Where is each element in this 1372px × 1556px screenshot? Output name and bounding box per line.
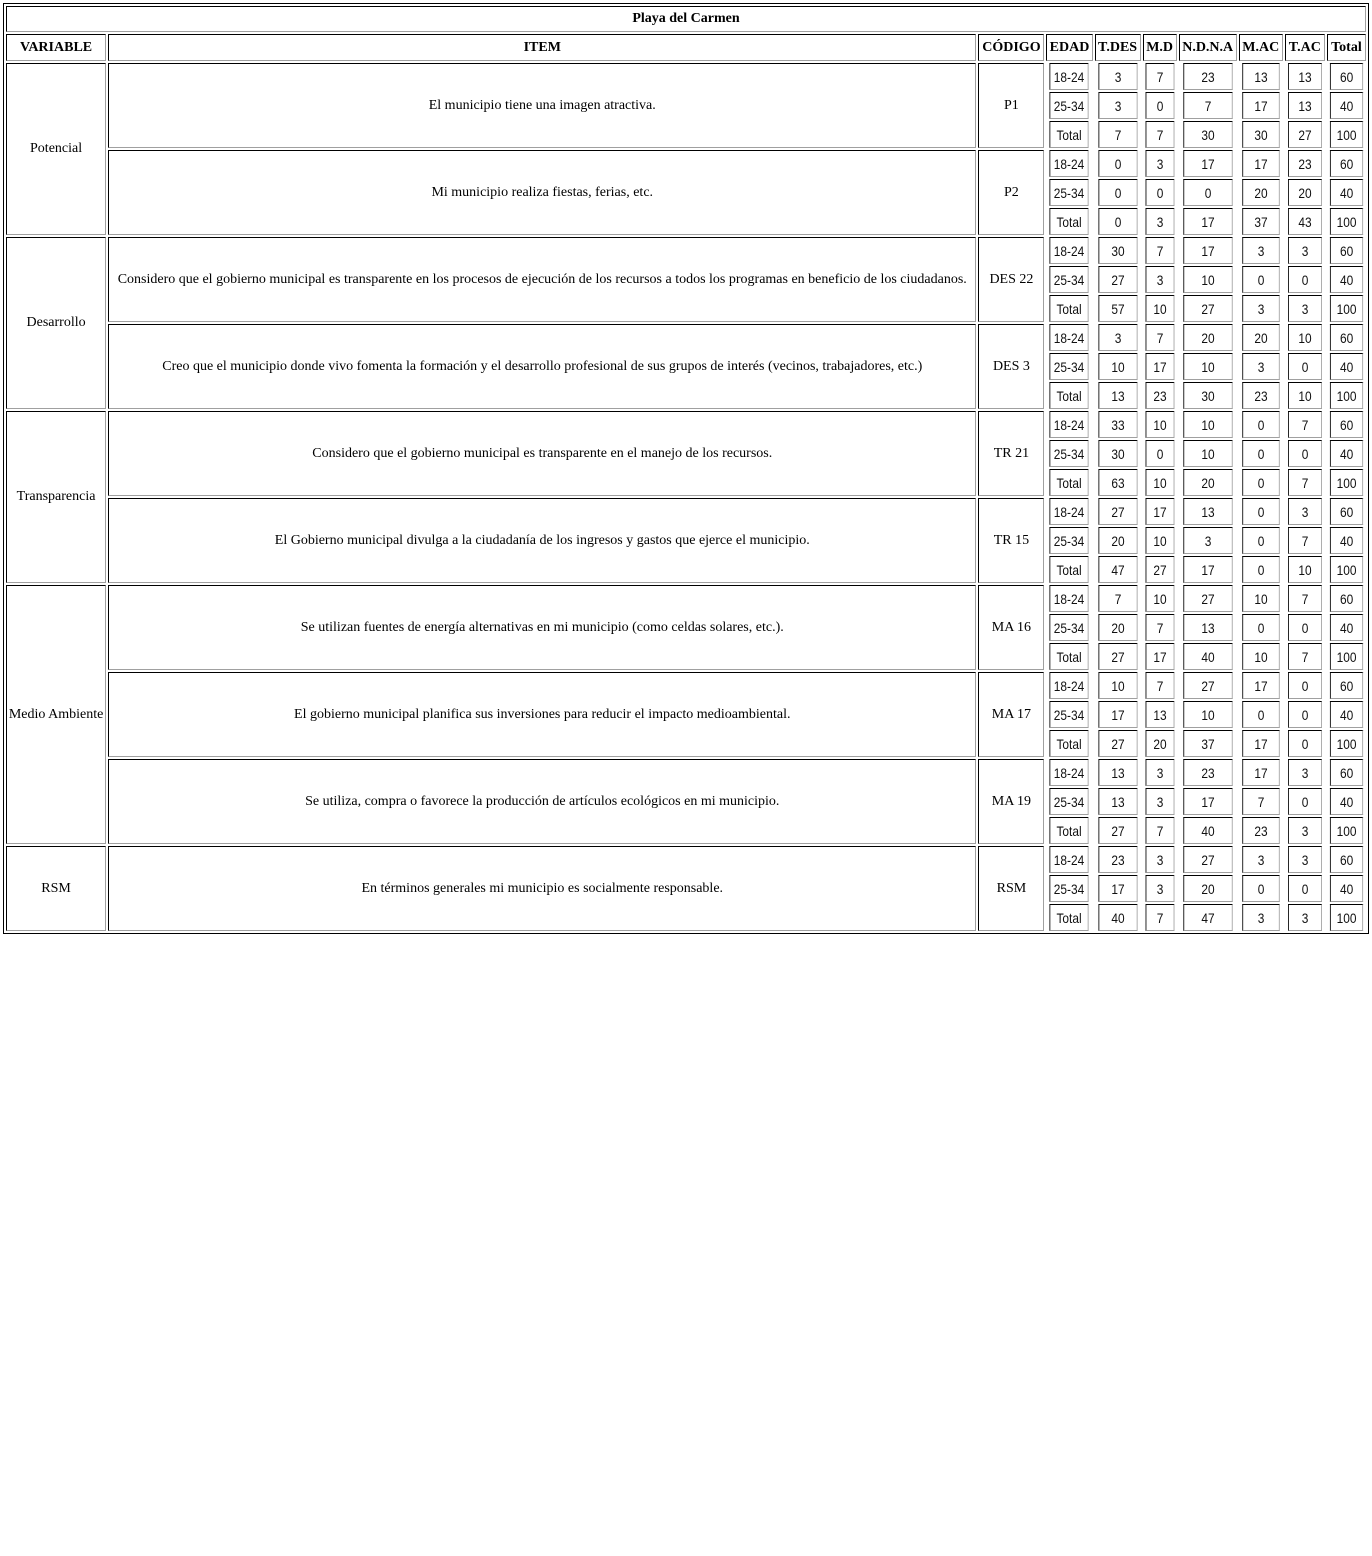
md-cell: 17 [1145,498,1174,525]
tdes-cell: 0 [1098,208,1137,235]
item-cell: Considero que el gobierno municipal es transparente en el manejo de los recursos. [108,411,976,496]
item-cell: En términos generales mi municipio es socialmente responsable. [108,846,976,931]
edad-cell: Total [1050,469,1089,496]
total-cell: 40 [1330,701,1363,728]
md-cell: 27 [1145,556,1174,583]
ndna-cell: 10 [1183,440,1232,467]
tdes-cell: 17 [1098,875,1137,902]
code-cell: MA 16 [978,585,1044,670]
tac-cell: 3 [1288,817,1322,844]
table-row [6,150,1366,177]
ndna-cell: 17 [1183,208,1232,235]
code-cell: P2 [978,150,1044,235]
mac-cell: 3 [1242,295,1279,322]
mac-cell: 0 [1242,411,1279,438]
title-row [6,6,1366,32]
edad-cell: 18-24 [1050,237,1089,264]
tdes-cell: 13 [1098,759,1137,786]
tac-cell: 7 [1288,643,1322,670]
total-cell: 60 [1330,411,1363,438]
md-cell: 23 [1145,382,1174,409]
edad-cell: 18-24 [1050,672,1089,699]
md-cell: 3 [1145,150,1174,177]
total-cell: 60 [1330,324,1363,351]
md-cell: 7 [1145,237,1174,264]
header-edad: EDAD [1046,34,1092,61]
md-cell: 3 [1145,266,1174,293]
ndna-cell: 7 [1183,92,1232,119]
ndna-cell: 40 [1183,643,1232,670]
tac-cell: 0 [1288,730,1322,757]
total-cell: 100 [1330,817,1363,844]
table-row [6,411,1366,438]
edad-cell: 18-24 [1050,324,1089,351]
table-row [6,324,1366,351]
tac-cell: 0 [1288,672,1322,699]
md-cell: 3 [1145,759,1174,786]
mac-cell: 13 [1242,63,1279,90]
total-cell: 40 [1330,875,1363,902]
variable-cell: Medio Ambiente [6,585,106,844]
tac-cell: 3 [1288,759,1322,786]
tac-cell: 13 [1288,92,1322,119]
header-mac: M.AC [1239,34,1283,61]
tac-cell: 3 [1288,846,1322,873]
mac-cell: 17 [1242,730,1279,757]
ndna-cell: 10 [1183,266,1232,293]
tac-cell: 13 [1288,63,1322,90]
total-cell: 60 [1330,672,1363,699]
md-cell: 7 [1145,121,1174,148]
item-cell: Mi municipio realiza fiestas, ferias, etc. [108,150,976,235]
tac-cell: 43 [1288,208,1322,235]
tac-cell: 3 [1288,295,1322,322]
tdes-cell: 27 [1098,643,1137,670]
md-cell: 0 [1145,440,1174,467]
edad-cell: 25-34 [1050,92,1089,119]
mac-cell: 3 [1242,237,1279,264]
item-cell: Considero que el gobierno municipal es transparente en los procesos de ejecución de los recursos a todos los programas en beneficio de los ciudadanos. [108,237,976,322]
ndna-cell: 37 [1183,730,1232,757]
tac-cell: 3 [1288,904,1322,931]
mac-cell: 0 [1242,875,1279,902]
edad-cell: 25-34 [1050,614,1089,641]
edad-cell: 18-24 [1050,150,1089,177]
edad-cell: Total [1050,382,1089,409]
edad-cell: 18-24 [1050,846,1089,873]
variable-cell: RSM [6,846,106,931]
ndna-cell: 3 [1183,527,1232,554]
tac-cell: 23 [1288,150,1322,177]
mac-cell: 30 [1242,121,1279,148]
mac-cell: 7 [1242,788,1279,815]
mac-cell: 0 [1242,556,1279,583]
edad-cell: 18-24 [1050,585,1089,612]
tdes-cell: 7 [1098,585,1137,612]
table-title: Playa del Carmen [6,6,1366,32]
edad-cell: 18-24 [1050,759,1089,786]
tdes-cell: 20 [1098,527,1137,554]
total-cell: 100 [1330,556,1363,583]
total-cell: 40 [1330,179,1363,206]
tac-cell: 0 [1288,440,1322,467]
ndna-cell: 17 [1183,150,1232,177]
md-cell: 7 [1145,672,1174,699]
mac-cell: 10 [1242,585,1279,612]
total-cell: 60 [1330,846,1363,873]
tdes-cell: 27 [1098,498,1137,525]
md-cell: 17 [1145,643,1174,670]
ndna-cell: 20 [1183,875,1232,902]
edad-cell: Total [1050,295,1089,322]
mac-cell: 0 [1242,614,1279,641]
results-table [3,3,1369,934]
tdes-cell: 47 [1098,556,1137,583]
md-cell: 0 [1145,92,1174,119]
code-cell: MA 19 [978,759,1044,844]
edad-cell: 25-34 [1050,527,1089,554]
ndna-cell: 0 [1183,179,1232,206]
ndna-cell: 40 [1183,817,1232,844]
md-cell: 7 [1145,904,1174,931]
header-tdes: T.DES [1095,34,1141,61]
tac-cell: 0 [1288,614,1322,641]
item-cell: Creo que el municipio donde vivo fomenta la formación y el desarrollo profesional de sus grupos de interés (vecinos, trabajadores, etc.) [108,324,976,409]
md-cell: 7 [1145,817,1174,844]
total-cell: 60 [1330,498,1363,525]
mac-cell: 23 [1242,817,1279,844]
tac-cell: 10 [1288,556,1322,583]
tdes-cell: 33 [1098,411,1137,438]
total-cell: 100 [1330,469,1363,496]
tac-cell: 0 [1288,701,1322,728]
total-cell: 100 [1330,904,1363,931]
header-codigo: CÓDIGO [978,34,1044,61]
code-cell: RSM [978,846,1044,931]
ndna-cell: 20 [1183,324,1232,351]
item-cell: El gobierno municipal planifica sus inversiones para reducir el impacto medioambiental. [108,672,976,757]
md-cell: 10 [1145,469,1174,496]
table-row [6,498,1366,525]
ndna-cell: 47 [1183,904,1232,931]
md-cell: 10 [1145,295,1174,322]
ndna-cell: 27 [1183,846,1232,873]
tac-cell: 0 [1288,266,1322,293]
table-row [6,63,1366,90]
ndna-cell: 17 [1183,788,1232,815]
tdes-cell: 13 [1098,382,1137,409]
edad-cell: 18-24 [1050,498,1089,525]
mac-cell: 20 [1242,324,1279,351]
mac-cell: 23 [1242,382,1279,409]
total-cell: 40 [1330,353,1363,380]
edad-cell: 25-34 [1050,353,1089,380]
total-cell: 60 [1330,237,1363,264]
total-cell: 60 [1330,759,1363,786]
tac-cell: 7 [1288,585,1322,612]
md-cell: 3 [1145,208,1174,235]
edad-cell: Total [1050,730,1089,757]
edad-cell: Total [1050,556,1089,583]
mac-cell: 20 [1242,179,1279,206]
ndna-cell: 10 [1183,353,1232,380]
code-cell: MA 17 [978,672,1044,757]
code-cell: DES 3 [978,324,1044,409]
variable-cell: Transparencia [6,411,106,583]
md-cell: 3 [1145,788,1174,815]
tdes-cell: 10 [1098,672,1137,699]
md-cell: 13 [1145,701,1174,728]
tac-cell: 7 [1288,527,1322,554]
mac-cell: 17 [1242,672,1279,699]
tdes-cell: 13 [1098,788,1137,815]
tdes-cell: 27 [1098,817,1137,844]
md-cell: 7 [1145,614,1174,641]
mac-cell: 3 [1242,904,1279,931]
mac-cell: 3 [1242,353,1279,380]
total-cell: 100 [1330,730,1363,757]
header-row [6,34,1366,61]
tac-cell: 20 [1288,179,1322,206]
mac-cell: 17 [1242,92,1279,119]
total-cell: 100 [1330,208,1363,235]
tdes-cell: 3 [1098,63,1137,90]
tac-cell: 10 [1288,382,1322,409]
tdes-cell: 63 [1098,469,1137,496]
code-cell: TR 21 [978,411,1044,496]
header-tac: T.AC [1285,34,1325,61]
total-cell: 100 [1330,295,1363,322]
tac-cell: 3 [1288,237,1322,264]
ndna-cell: 27 [1183,295,1232,322]
tac-cell: 10 [1288,324,1322,351]
md-cell: 3 [1145,875,1174,902]
code-cell: TR 15 [978,498,1044,583]
mac-cell: 0 [1242,266,1279,293]
md-cell: 10 [1145,411,1174,438]
edad-cell: 18-24 [1050,411,1089,438]
tdes-cell: 0 [1098,150,1137,177]
ndna-cell: 20 [1183,469,1232,496]
edad-cell: 25-34 [1050,266,1089,293]
md-cell: 7 [1145,63,1174,90]
table-row [6,585,1366,612]
mac-cell: 0 [1242,527,1279,554]
edad-cell: 25-34 [1050,440,1089,467]
table-row [6,672,1366,699]
tdes-cell: 27 [1098,266,1137,293]
header-md: M.D [1143,34,1177,61]
ndna-cell: 30 [1183,121,1232,148]
mac-cell: 3 [1242,846,1279,873]
total-cell: 100 [1330,382,1363,409]
ndna-cell: 10 [1183,701,1232,728]
code-cell: P1 [978,63,1044,148]
header-item: ITEM [108,34,976,61]
tac-cell: 3 [1288,498,1322,525]
mac-cell: 0 [1242,440,1279,467]
tdes-cell: 17 [1098,701,1137,728]
tac-cell: 7 [1288,469,1322,496]
edad-cell: Total [1050,817,1089,844]
total-cell: 40 [1330,266,1363,293]
total-cell: 60 [1330,150,1363,177]
tdes-cell: 57 [1098,295,1137,322]
edad-cell: Total [1050,643,1089,670]
table-row [6,759,1366,786]
variable-cell: Desarrollo [6,237,106,409]
tac-cell: 7 [1288,411,1322,438]
mac-cell: 37 [1242,208,1279,235]
ndna-cell: 10 [1183,411,1232,438]
total-cell: 40 [1330,440,1363,467]
edad-cell: 18-24 [1050,63,1089,90]
table-row [6,846,1366,873]
variable-cell: Potencial [6,63,106,235]
tdes-cell: 0 [1098,179,1137,206]
tdes-cell: 27 [1098,730,1137,757]
ndna-cell: 23 [1183,63,1232,90]
ndna-cell: 27 [1183,672,1232,699]
md-cell: 20 [1145,730,1174,757]
tdes-cell: 10 [1098,353,1137,380]
total-cell: 40 [1330,527,1363,554]
ndna-cell: 27 [1183,585,1232,612]
header-variable: VARIABLE [6,34,106,61]
edad-cell: 25-34 [1050,875,1089,902]
total-cell: 60 [1330,63,1363,90]
tdes-cell: 3 [1098,324,1137,351]
md-cell: 0 [1145,179,1174,206]
ndna-cell: 13 [1183,498,1232,525]
total-cell: 40 [1330,788,1363,815]
md-cell: 17 [1145,353,1174,380]
tac-cell: 27 [1288,121,1322,148]
mac-cell: 17 [1242,150,1279,177]
md-cell: 7 [1145,324,1174,351]
mac-cell: 17 [1242,759,1279,786]
total-cell: 40 [1330,92,1363,119]
ndna-cell: 30 [1183,382,1232,409]
ndna-cell: 17 [1183,556,1232,583]
md-cell: 10 [1145,527,1174,554]
tac-cell: 0 [1288,875,1322,902]
header-ndna: N.D.N.A [1179,34,1237,61]
mac-cell: 10 [1242,643,1279,670]
edad-cell: Total [1050,121,1089,148]
ndna-cell: 23 [1183,759,1232,786]
tdes-cell: 30 [1098,237,1137,264]
header-total: Total [1327,34,1366,61]
ndna-cell: 13 [1183,614,1232,641]
tdes-cell: 30 [1098,440,1137,467]
tdes-cell: 3 [1098,92,1137,119]
edad-cell: Total [1050,208,1089,235]
item-cell: Se utiliza, compra o favorece la producción de artículos ecológicos en mi municipio. [108,759,976,844]
edad-cell: 25-34 [1050,179,1089,206]
item-cell: El municipio tiene una imagen atractiva. [108,63,976,148]
tac-cell: 0 [1288,788,1322,815]
tdes-cell: 20 [1098,614,1137,641]
edad-cell: Total [1050,904,1089,931]
total-cell: 40 [1330,614,1363,641]
table-row [6,237,1366,264]
total-cell: 100 [1330,643,1363,670]
item-cell: Se utilizan fuentes de energía alternativas en mi municipio (como celdas solares, etc.). [108,585,976,670]
edad-cell: 25-34 [1050,701,1089,728]
md-cell: 3 [1145,846,1174,873]
total-cell: 100 [1330,121,1363,148]
code-cell: DES 22 [978,237,1044,322]
mac-cell: 0 [1242,701,1279,728]
item-cell: El Gobierno municipal divulga a la ciudadanía de los ingresos y gastos que ejerce el municipio. [108,498,976,583]
tdes-cell: 23 [1098,846,1137,873]
total-cell: 60 [1330,585,1363,612]
mac-cell: 0 [1242,469,1279,496]
md-cell: 10 [1145,585,1174,612]
mac-cell: 0 [1242,498,1279,525]
tac-cell: 0 [1288,353,1322,380]
tdes-cell: 40 [1098,904,1137,931]
tdes-cell: 7 [1098,121,1137,148]
ndna-cell: 17 [1183,237,1232,264]
edad-cell: 25-34 [1050,788,1089,815]
